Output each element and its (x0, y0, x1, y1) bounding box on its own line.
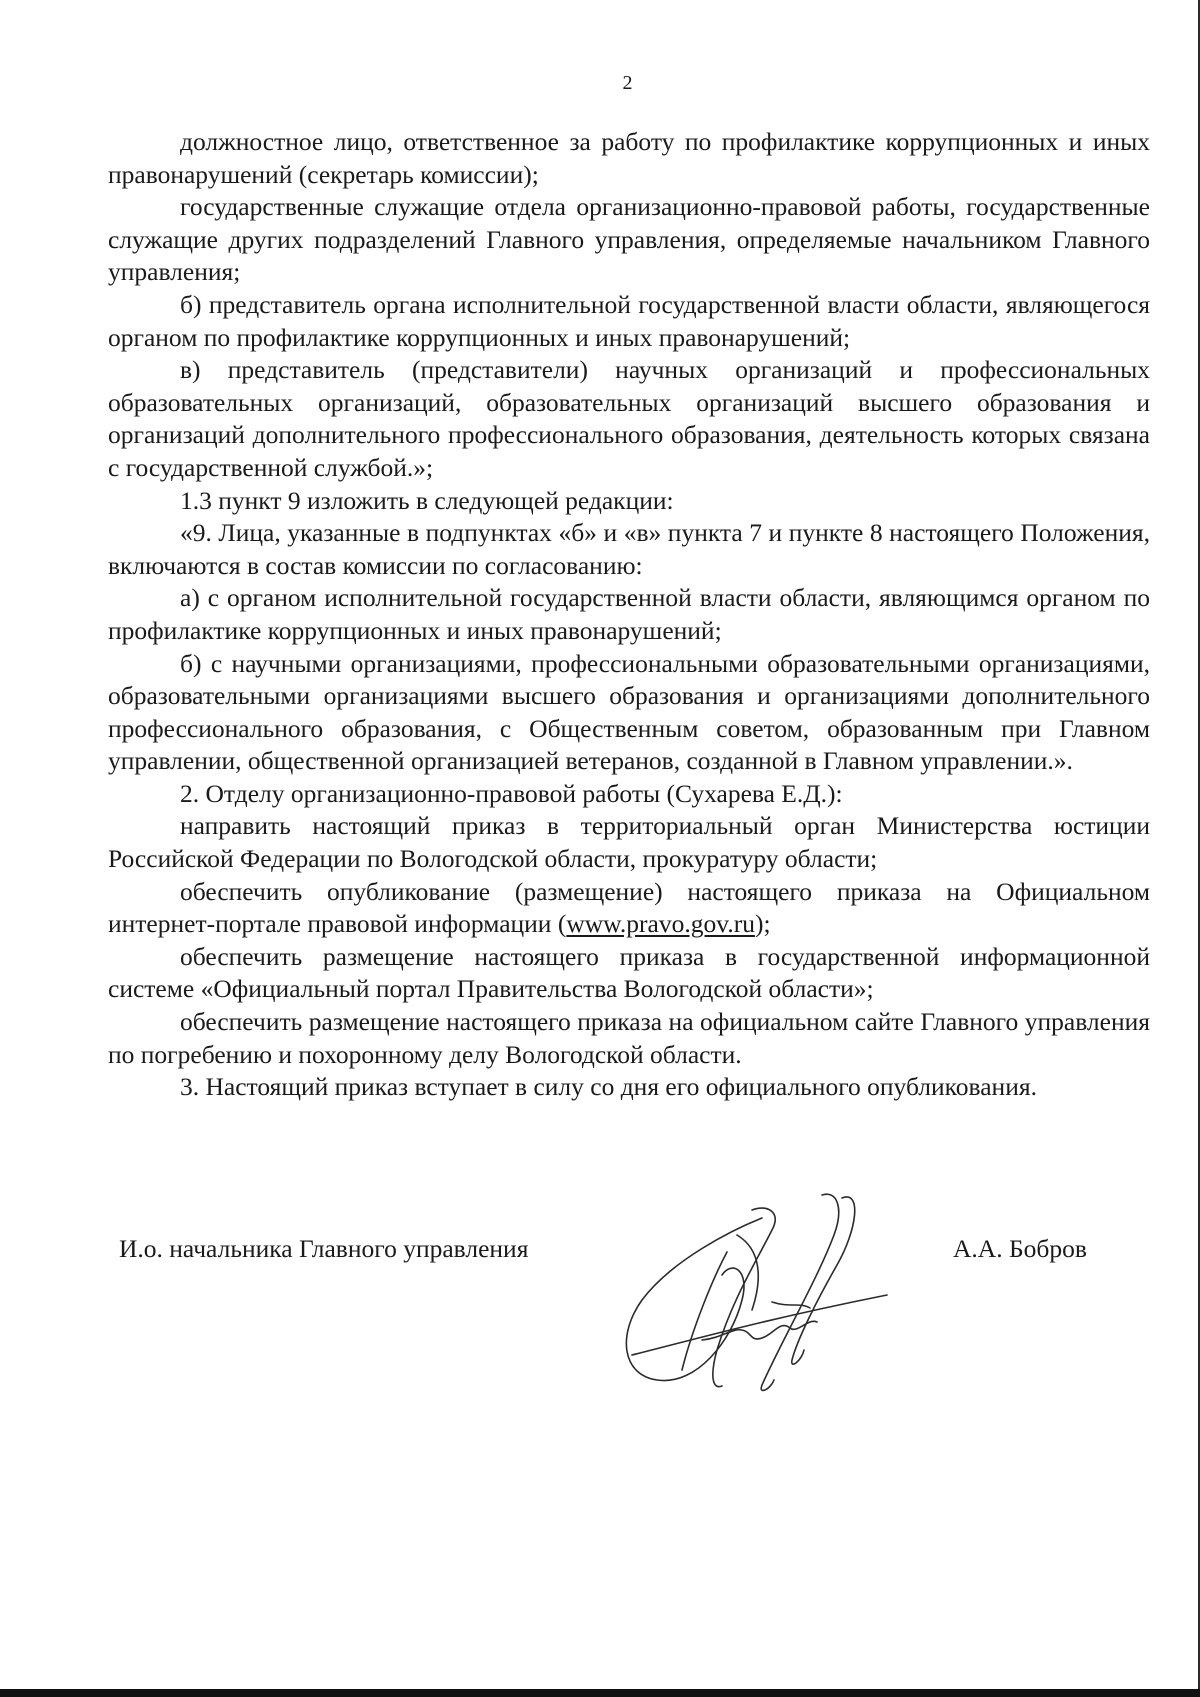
publish-text-after: ); (754, 909, 771, 939)
paragraph-send-order: направить настоящий приказ в территориальный орган Министерства юстиции Российской Федерации по Вологодской области, прокуратуру области; (108, 811, 1150, 874)
paragraph-1-3: 1.3 пункт 9 изложить в следующей редакции: (180, 485, 674, 515)
signatory-name: А.А. Бобров (953, 1234, 1087, 1263)
paragraph-publish-site: обеспечить размещение настоящего приказа на официальном сайте Главного управления по погребению и похоронному делу Вологодской области. (108, 1007, 1150, 1069)
paragraph-point-9-a: а) с органом исполнительной государственной власти области, являющимся органом по профилактике коррупционных и иных правонарушений; (108, 583, 1150, 645)
paragraph-2: 2. Отделу организационно-правовой работы (Сухарева Е.Д.): (180, 778, 843, 808)
pravo-link[interactable]: www.pravo.gov.ru (566, 909, 755, 939)
paragraph-secretary: должностное лицо, ответственное за работу по профилактике коррупционных и иных правонарушений (секретарь комиссии); (108, 127, 1150, 189)
signatory-position: И.о. начальника Главного управления (119, 1234, 529, 1263)
document-body (108, 126, 1150, 1104)
publish-text-before: обеспечить опубликование (размещение) настоящего приказа на Официальном интернет-портале правовой информации ( (108, 876, 1150, 939)
paragraph-publish-gis: обеспечить размещение настоящего приказа в государственной информационной системе «Официальный портал Правительства Вологодской области»; (108, 941, 1150, 1004)
signature-block (0, 1233, 1200, 1313)
handwritten-signature (612, 1190, 902, 1400)
scan-edge-bottom (0, 1689, 1200, 1697)
paragraph-civil-servants: государственные служащие отдела организационно-правовой работы, государственные служащие других подразделений Главного управления, определяемые начальником Главного управления; (108, 192, 1150, 287)
paragraph-publish-portal (108, 876, 1150, 941)
page-number: 2 (622, 72, 633, 94)
paragraph-3: 3. Настоящий приказ вступает в силу со дня его официального опубликования. (180, 1072, 1037, 1102)
paragraph-point-9-b: б) с научными организациями, профессиональными образовательными организациями, образовательными организациями высшего образования и организациями дополнительного профессионального образования, с Общественным советом, образованным при Главном управлении, общественной организацией ветеранов, созданной в Главном управлении.». (108, 648, 1150, 776)
paragraph-item-b: б) представитель органа исполнительной государственной власти области, являющегося органом по профилактике коррупционных и иных правонарушений; (108, 289, 1150, 352)
paragraph-point-9: «9. Лица, указанные в подпунктах «б» и «в» пункта 7 и пункте 8 настоящего Положения, включаются в состав комиссии по согласованию: (108, 518, 1150, 580)
paragraph-item-v: в) представитель (представители) научных организаций и профессиональных образовательных организаций, образовательных организаций высшего образования и организаций дополнительного профессионального образования, деятельность которых связана с государственной службой.»; (108, 355, 1150, 482)
